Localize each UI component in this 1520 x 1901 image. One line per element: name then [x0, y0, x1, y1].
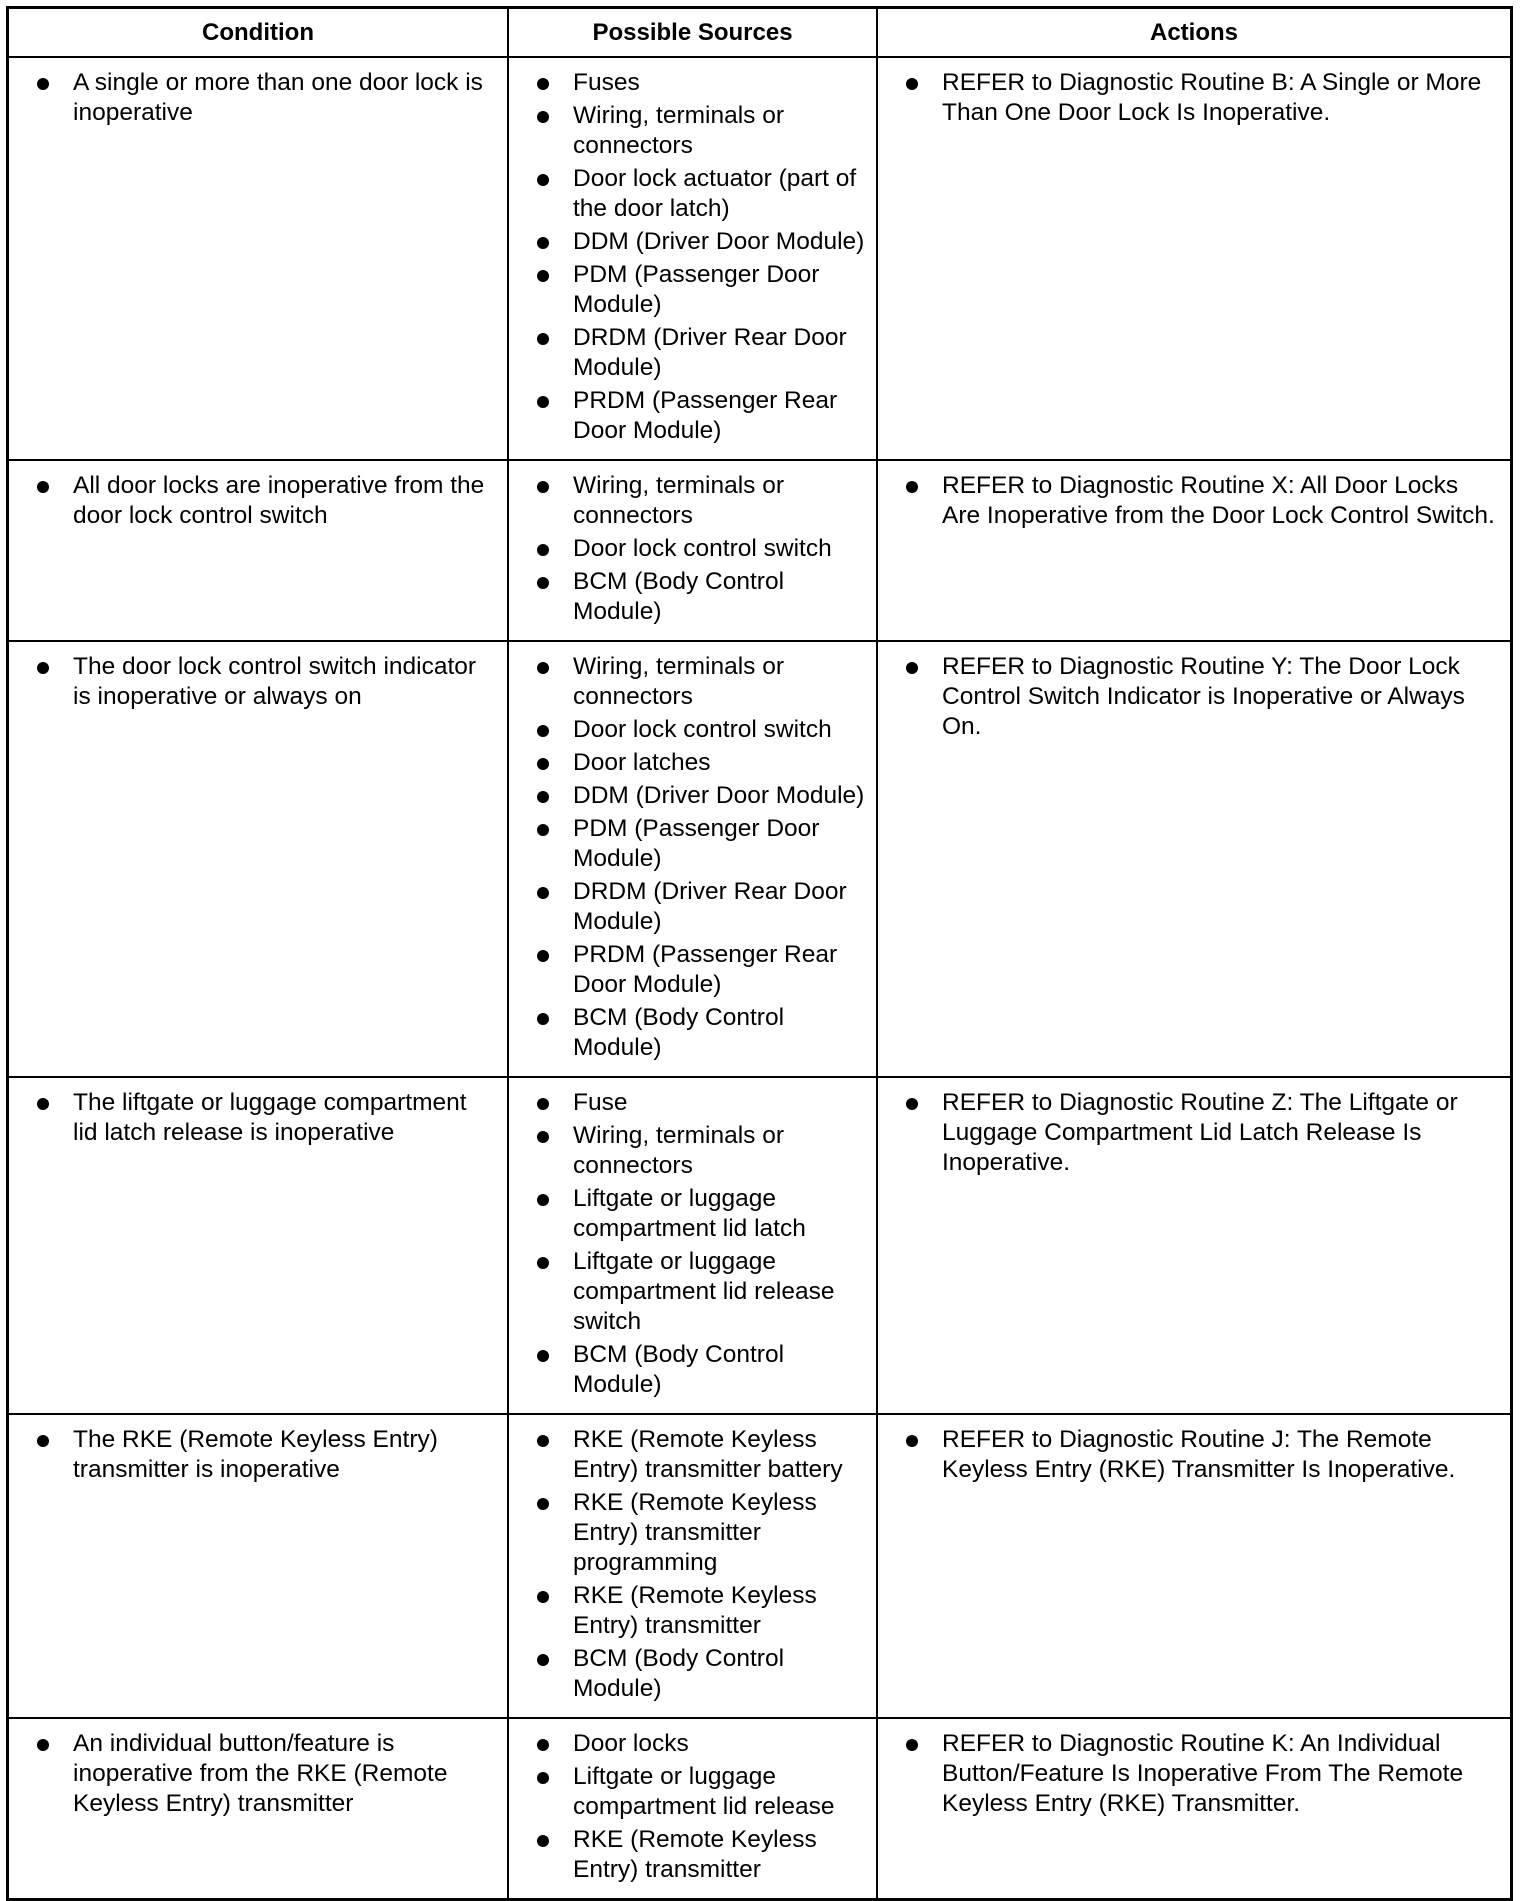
source-item: Wiring, terminals or connectors — [537, 652, 866, 712]
condition-list — [37, 68, 497, 128]
source-item: Liftgate or luggage compartment lid latch — [537, 1184, 866, 1244]
sources-list — [537, 68, 866, 446]
header-condition: Condition — [9, 9, 508, 57]
source-item: BCM (Body Control Module) — [537, 1340, 866, 1400]
source-item: PDM (Passenger Door Module) — [537, 814, 866, 874]
condition-item: The door lock control switch indicator is inoperative or always on — [37, 652, 497, 712]
action-cell — [877, 1718, 1510, 1898]
source-item: Door lock control switch — [537, 715, 866, 745]
sources-cell — [508, 1077, 877, 1414]
source-item: BCM (Body Control Module) — [537, 1644, 866, 1704]
source-item: Door latches — [537, 748, 866, 778]
source-item: RKE (Remote Keyless Entry) transmitter battery — [537, 1425, 866, 1485]
sources-cell — [508, 460, 877, 641]
action-item: REFER to Diagnostic Routine Y: The Door Lock Control Switch Indicator is Inoperative or Always On. — [906, 652, 1500, 742]
action-list — [906, 471, 1500, 531]
condition-cell — [9, 460, 508, 641]
condition-item: The liftgate or luggage compartment lid latch release is inoperative — [37, 1088, 497, 1148]
source-item: Door locks — [537, 1729, 866, 1759]
action-cell — [877, 57, 1510, 460]
source-item: RKE (Remote Keyless Entry) transmitter programming — [537, 1488, 866, 1578]
condition-item: An individual button/feature is inoperative from the RKE (Remote Keyless Entry) transmitter — [37, 1729, 497, 1819]
source-item: RKE (Remote Keyless Entry) transmitter — [537, 1825, 866, 1885]
sources-list — [537, 1425, 866, 1704]
table-row — [9, 1414, 1510, 1718]
sources-cell — [508, 641, 877, 1077]
condition-cell — [9, 57, 508, 460]
header-actions: Actions — [877, 9, 1510, 57]
action-list — [906, 1729, 1500, 1819]
table-row — [9, 1718, 1510, 1898]
condition-list — [37, 471, 497, 531]
source-item: DRDM (Driver Rear Door Module) — [537, 877, 866, 937]
action-item: REFER to Diagnostic Routine B: A Single or More Than One Door Lock Is Inoperative. — [906, 68, 1500, 128]
symptom-chart — [9, 9, 1510, 1898]
diagnostic-table — [6, 6, 1513, 1901]
source-item: PRDM (Passenger Rear Door Module) — [537, 940, 866, 1000]
action-cell — [877, 641, 1510, 1077]
action-cell — [877, 1077, 1510, 1414]
source-item: BCM (Body Control Module) — [537, 567, 866, 627]
condition-item: All door locks are inoperative from the door lock control switch — [37, 471, 497, 531]
condition-item: The RKE (Remote Keyless Entry) transmitter is inoperative — [37, 1425, 497, 1485]
source-item: DDM (Driver Door Module) — [537, 227, 866, 257]
action-cell — [877, 460, 1510, 641]
condition-cell — [9, 641, 508, 1077]
header-row — [9, 9, 1510, 57]
source-item: Fuses — [537, 68, 866, 98]
table-row — [9, 1077, 1510, 1414]
action-cell — [877, 1414, 1510, 1718]
sources-cell — [508, 57, 877, 460]
source-item: Liftgate or luggage compartment lid release switch — [537, 1247, 866, 1337]
condition-cell — [9, 1077, 508, 1414]
source-item: Door lock control switch — [537, 534, 866, 564]
action-item: REFER to Diagnostic Routine J: The Remote Keyless Entry (RKE) Transmitter Is Inoperative. — [906, 1425, 1500, 1485]
source-item: Liftgate or luggage compartment lid release — [537, 1762, 866, 1822]
condition-list — [37, 1088, 497, 1148]
source-item: Wiring, terminals or connectors — [537, 101, 866, 161]
table-row — [9, 57, 1510, 460]
source-item: Wiring, terminals or connectors — [537, 471, 866, 531]
table-body — [9, 57, 1510, 1898]
action-list — [906, 652, 1500, 742]
source-item: DRDM (Driver Rear Door Module) — [537, 323, 866, 383]
source-item: Fuse — [537, 1088, 866, 1118]
sources-list — [537, 471, 866, 627]
sources-list — [537, 652, 866, 1063]
condition-item: A single or more than one door lock is inoperative — [37, 68, 497, 128]
source-item: RKE (Remote Keyless Entry) transmitter — [537, 1581, 866, 1641]
source-item: Door lock actuator (part of the door latch) — [537, 164, 866, 224]
source-item: PDM (Passenger Door Module) — [537, 260, 866, 320]
source-item: DDM (Driver Door Module) — [537, 781, 866, 811]
action-list — [906, 68, 1500, 128]
action-list — [906, 1088, 1500, 1178]
action-item: REFER to Diagnostic Routine Z: The Liftgate or Luggage Compartment Lid Latch Release Is Inoperative. — [906, 1088, 1500, 1178]
header-possible-sources: Possible Sources — [508, 9, 877, 57]
sources-cell — [508, 1414, 877, 1718]
table-row — [9, 641, 1510, 1077]
condition-cell — [9, 1414, 508, 1718]
source-item: PRDM (Passenger Rear Door Module) — [537, 386, 866, 446]
sources-list — [537, 1729, 866, 1885]
condition-list — [37, 1425, 497, 1485]
sources-cell — [508, 1718, 877, 1898]
table-row — [9, 460, 1510, 641]
condition-list — [37, 652, 497, 712]
action-item: REFER to Diagnostic Routine X: All Door Locks Are Inoperative from the Door Lock Control Switch. — [906, 471, 1500, 531]
action-list — [906, 1425, 1500, 1485]
source-item: BCM (Body Control Module) — [537, 1003, 866, 1063]
condition-list — [37, 1729, 497, 1819]
action-item: REFER to Diagnostic Routine K: An Individual Button/Feature Is Inoperative From The Remote Keyless Entry (RKE) Transmitter. — [906, 1729, 1500, 1819]
condition-cell — [9, 1718, 508, 1898]
sources-list — [537, 1088, 866, 1400]
source-item: Wiring, terminals or connectors — [537, 1121, 866, 1181]
